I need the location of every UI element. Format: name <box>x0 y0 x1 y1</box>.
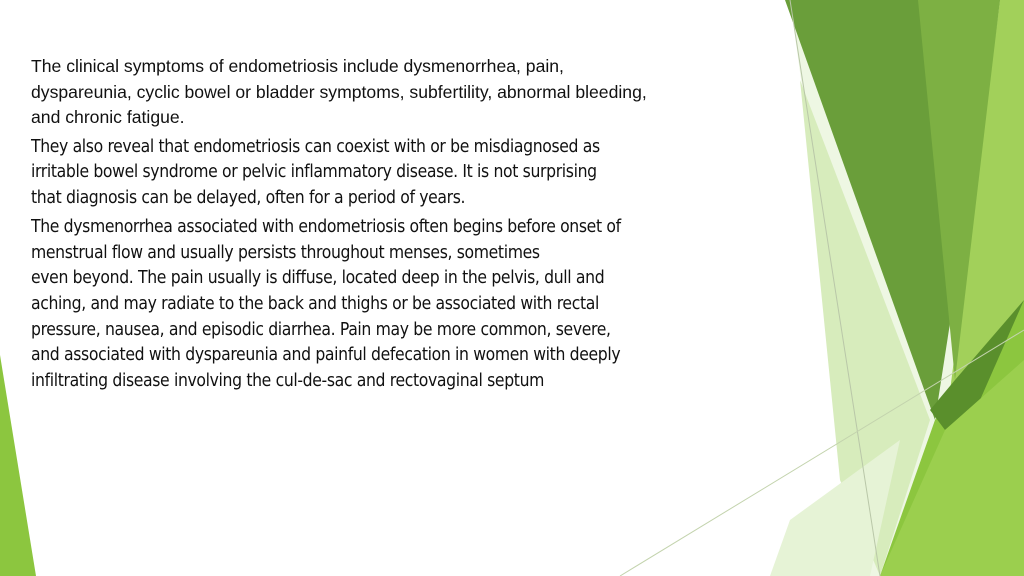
text-line: pressure, nausea, and episodic diarrhea. Pain may be more common, severe, <box>31 319 611 340</box>
text-line: irritable bowel syndrome or pelvic inflammatory disease. It is not surprising <box>31 162 597 183</box>
slide-body <box>31 54 791 398</box>
paragraph-clinical-symptoms <box>31 54 791 131</box>
text-line: aching, and may radiate to the back and thighs or be associated with rectal <box>31 294 599 315</box>
paragraph-dysmenorrhea <box>31 215 791 394</box>
text-line: dyspareunia, cyclic bowel or bladder symptoms, subfertility, abnormal bleeding, <box>31 81 647 102</box>
text-line: The dysmenorrhea associated with endometriosis often begins before onset of <box>31 217 621 238</box>
text-line: They also reveal that endometriosis can coexist with or be misdiagnosed as <box>31 136 600 157</box>
text-line: and chronic fatigue. <box>31 107 185 127</box>
text-line: and associated with dyspareunia and painful defecation in women with deeply <box>31 345 621 366</box>
text-line: menstrual flow and usually persists throughout menses, sometimes <box>31 242 540 263</box>
text-line: The clinical symptoms of endometriosis include dysmenorrhea, pain, <box>31 56 564 76</box>
text-line: infiltrating disease involving the cul-de-sac and rectovaginal septum <box>31 370 545 391</box>
paragraph-misdiagnosis <box>31 135 791 212</box>
text-line: that diagnosis can be delayed, often for a period of years. <box>31 187 466 208</box>
text-line: even beyond. The pain usually is diffuse, located deep in the pelvis, dull and <box>31 268 605 289</box>
